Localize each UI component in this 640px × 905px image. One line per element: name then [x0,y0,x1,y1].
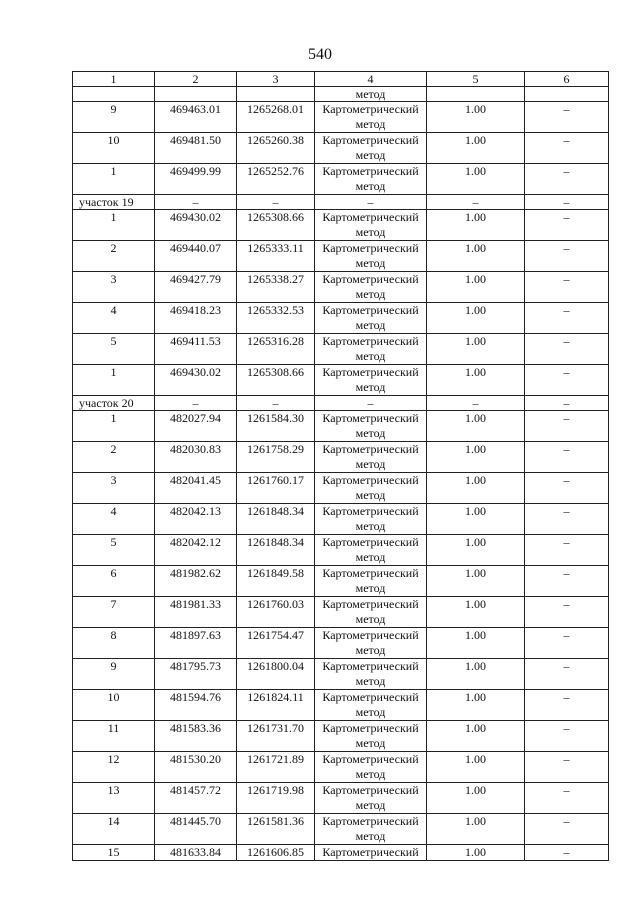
method-line-1: Картометрический [322,334,419,348]
dash-cell: – [525,814,609,845]
dash-cell: – [525,396,609,411]
dash-cell: – [155,195,237,210]
method-line-2: метод [355,117,386,131]
y-coordinate: 1261760.17 [237,473,315,504]
dash-cell: – [525,303,609,334]
x-coordinate: 481445.70 [155,814,237,845]
y-coordinate: 1265308.66 [237,365,315,396]
method-line-1: Картометрический [322,783,419,797]
table-row [73,690,609,721]
method-line-1: Картометрический [322,303,419,317]
method-cell [315,628,427,659]
method-cell [315,442,427,473]
accuracy-value: 1.00 [427,272,525,303]
y-coordinate: 1261760.03 [237,597,315,628]
x-coordinate: 481981.33 [155,597,237,628]
coordinates-table [72,71,609,861]
y-coordinate: 1261719.98 [237,783,315,814]
dash-cell: – [427,195,525,210]
dash-cell: – [525,659,609,690]
dash-cell: – [525,752,609,783]
table-row [73,597,609,628]
method-line-2: метод [355,581,386,595]
method-continuation: метод [315,87,427,102]
method-line-2: метод [355,380,386,394]
method-cell [315,133,427,164]
table-row [73,334,609,365]
table-row [73,845,609,861]
table-row [73,504,609,535]
accuracy-value: 1.00 [427,535,525,566]
x-coordinate: 482041.45 [155,473,237,504]
section-row [73,195,609,210]
method-line-2: метод [355,349,386,363]
table-row [73,783,609,814]
point-number: 7 [73,597,155,628]
x-coordinate: 481583.36 [155,721,237,752]
table-row [73,241,609,272]
x-coordinate: 481457.72 [155,783,237,814]
column-header: 4 [315,72,427,87]
y-coordinate: 1261800.04 [237,659,315,690]
page-number: 540 [308,46,332,63]
y-coordinate: 1265338.27 [237,272,315,303]
y-coordinate: 1261606.85 [237,845,315,861]
column-header: 1 [73,72,155,87]
accuracy-value: 1.00 [427,210,525,241]
x-coordinate: 482030.83 [155,442,237,473]
method-line-1: Картометрический [322,752,419,766]
dash-cell: – [427,396,525,411]
dash-cell: – [525,473,609,504]
method-cell [315,566,427,597]
column-header: 3 [237,72,315,87]
y-coordinate: 1265332.53 [237,303,315,334]
empty-cell [427,87,525,102]
x-coordinate: 481594.76 [155,690,237,721]
dash-cell: – [525,133,609,164]
method-line-1: Картометрический [322,164,419,178]
column-header: 2 [155,72,237,87]
table-row [73,365,609,396]
method-line-2: метод [355,318,386,332]
method-line-1: Картометрический [322,845,419,859]
point-number: 1 [73,365,155,396]
method-line-1: Картометрический [322,690,419,704]
x-coordinate: 469463.01 [155,102,237,133]
point-number: 3 [73,473,155,504]
section-label: участок 19 [73,195,155,210]
method-line-1: Картометрический [322,210,419,224]
dash-cell: – [315,396,427,411]
dash-cell: – [525,504,609,535]
method-cell [315,535,427,566]
x-coordinate: 482042.13 [155,504,237,535]
method-cell [315,303,427,334]
method-line-2: метод [355,674,386,688]
point-number: 10 [73,133,155,164]
accuracy-value: 1.00 [427,365,525,396]
method-line-2: метод [355,643,386,657]
dash-cell: – [525,845,609,861]
method-line-1: Картометрический [322,814,419,828]
method-cell [315,845,427,861]
table-row [73,210,609,241]
table-row [73,628,609,659]
method-line-2: метод [355,488,386,502]
method-cell [315,504,427,535]
method-line-1: Картометрический [322,133,419,147]
point-number: 13 [73,783,155,814]
method-line-2: метод [355,426,386,440]
y-coordinate: 1261849.58 [237,566,315,597]
method-line-1: Картометрический [322,659,419,673]
method-cell [315,721,427,752]
method-cell [315,164,427,195]
column-header: 5 [427,72,525,87]
x-coordinate: 469440.07 [155,241,237,272]
method-line-1: Картометрический [322,365,419,379]
method-cell [315,473,427,504]
x-coordinate: 481530.20 [155,752,237,783]
method-line-1: Картометрический [322,535,419,549]
x-coordinate: 482027.94 [155,411,237,442]
method-line-1: Картометрический [322,241,419,255]
dash-cell: – [525,535,609,566]
point-number: 1 [73,411,155,442]
empty-cell [237,87,315,102]
method-cell [315,272,427,303]
x-coordinate: 481982.62 [155,566,237,597]
empty-cell [525,87,609,102]
point-number: 5 [73,334,155,365]
method-line-2: метод [355,612,386,626]
accuracy-value: 1.00 [427,721,525,752]
method-line-2: метод [355,287,386,301]
point-number: 6 [73,566,155,597]
point-number: 14 [73,814,155,845]
method-line-1: Картометрический [322,504,419,518]
accuracy-value: 1.00 [427,102,525,133]
dash-cell: – [525,597,609,628]
dash-cell: – [525,102,609,133]
method-line-1: Картометрический [322,411,419,425]
accuracy-value: 1.00 [427,442,525,473]
y-coordinate: 1261758.29 [237,442,315,473]
method-cell [315,102,427,133]
table-row [73,442,609,473]
table-row [73,814,609,845]
method-line-1: Картометрический [322,597,419,611]
table-header-row [73,72,609,87]
empty-cell [73,87,155,102]
y-coordinate: 1261584.30 [237,411,315,442]
method-cell [315,210,427,241]
x-coordinate: 469418.23 [155,303,237,334]
accuracy-value: 1.00 [427,659,525,690]
accuracy-value: 1.00 [427,628,525,659]
point-number: 8 [73,628,155,659]
point-number: 11 [73,721,155,752]
y-coordinate: 1265316.28 [237,334,315,365]
dash-cell: – [525,566,609,597]
y-coordinate: 1261731.70 [237,721,315,752]
method-line-2: метод [355,767,386,781]
table-row [73,272,609,303]
y-coordinate: 1265268.01 [237,102,315,133]
table-row [73,473,609,504]
method-line-2: метод [355,256,386,270]
accuracy-value: 1.00 [427,783,525,814]
accuracy-value: 1.00 [427,752,525,783]
y-coordinate: 1261848.34 [237,504,315,535]
method-line-1: Картометрический [322,102,419,116]
dash-cell: – [525,272,609,303]
accuracy-value: 1.00 [427,597,525,628]
method-line-2: метод [355,457,386,471]
point-number: 5 [73,535,155,566]
point-number: 3 [73,272,155,303]
method-line-2: метод [355,705,386,719]
dash-cell: – [525,210,609,241]
method-line-1: Картометрический [322,442,419,456]
dash-cell: – [525,442,609,473]
method-line-2: метод [355,225,386,239]
point-number: 4 [73,303,155,334]
method-line-2: метод [355,519,386,533]
point-number: 4 [73,504,155,535]
y-coordinate: 1265252.76 [237,164,315,195]
dash-cell: – [525,365,609,396]
empty-cell [155,87,237,102]
dash-cell: – [525,164,609,195]
x-coordinate: 469427.79 [155,272,237,303]
method-line-1: Картометрический [322,473,419,487]
y-coordinate: 1261848.34 [237,535,315,566]
y-coordinate: 1261721.89 [237,752,315,783]
dash-cell: – [525,721,609,752]
method-cell [315,241,427,272]
dash-cell: – [237,396,315,411]
method-line-2: метод [355,179,386,193]
y-coordinate: 1261824.11 [237,690,315,721]
method-cell [315,783,427,814]
column-header: 6 [525,72,609,87]
accuracy-value: 1.00 [427,845,525,861]
method-line-2: метод [355,736,386,750]
point-number: 10 [73,690,155,721]
method-line-1: Картометрический [322,272,419,286]
table-row [73,721,609,752]
table-row [73,102,609,133]
accuracy-value: 1.00 [427,504,525,535]
method-line-1: Картометрический [322,628,419,642]
dash-cell: – [525,690,609,721]
point-number: 12 [73,752,155,783]
method-line-1: Картометрический [322,566,419,580]
dash-cell: – [525,628,609,659]
y-coordinate: 1265333.11 [237,241,315,272]
table-row [73,659,609,690]
y-coordinate: 1261754.47 [237,628,315,659]
table-row [73,133,609,164]
x-coordinate: 469499.99 [155,164,237,195]
dash-cell: – [315,195,427,210]
table-row [73,303,609,334]
accuracy-value: 1.00 [427,690,525,721]
x-coordinate: 481897.63 [155,628,237,659]
dash-cell: – [525,411,609,442]
dash-cell: – [155,396,237,411]
accuracy-value: 1.00 [427,566,525,597]
point-number: 2 [73,241,155,272]
table-row [73,566,609,597]
method-cell [315,752,427,783]
method-line-1: Картометрический [322,721,419,735]
accuracy-value: 1.00 [427,133,525,164]
table-row [73,164,609,195]
method-cell [315,659,427,690]
method-line-2: метод [355,550,386,564]
x-coordinate: 481795.73 [155,659,237,690]
x-coordinate: 481633.84 [155,845,237,861]
accuracy-value: 1.00 [427,303,525,334]
dash-cell: – [525,783,609,814]
x-coordinate: 469481.50 [155,133,237,164]
x-coordinate: 469411.53 [155,334,237,365]
method-cell [315,334,427,365]
method-cell [315,365,427,396]
x-coordinate: 469430.02 [155,210,237,241]
dash-cell: – [525,241,609,272]
method-cell [315,690,427,721]
table-row [73,535,609,566]
method-line-2: метод [355,829,386,843]
y-coordinate: 1261581.36 [237,814,315,845]
accuracy-value: 1.00 [427,164,525,195]
method-cell [315,411,427,442]
x-coordinate: 469430.02 [155,365,237,396]
y-coordinate: 1265260.38 [237,133,315,164]
accuracy-value: 1.00 [427,814,525,845]
dash-cell: – [525,195,609,210]
point-number: 15 [73,845,155,861]
table-row [73,752,609,783]
point-number: 2 [73,442,155,473]
table-row [73,411,609,442]
point-number: 1 [73,164,155,195]
point-number: 1 [73,210,155,241]
point-number: 9 [73,102,155,133]
accuracy-value: 1.00 [427,241,525,272]
x-coordinate: 482042.12 [155,535,237,566]
dash-cell: – [237,195,315,210]
method-line-2: метод [355,798,386,812]
method-line-2: метод [355,148,386,162]
method-cell [315,814,427,845]
dash-cell: – [525,334,609,365]
section-label: участок 20 [73,396,155,411]
section-row [73,396,609,411]
point-number: 9 [73,659,155,690]
y-coordinate: 1265308.66 [237,210,315,241]
accuracy-value: 1.00 [427,334,525,365]
accuracy-value: 1.00 [427,411,525,442]
continuation-row [73,87,609,102]
accuracy-value: 1.00 [427,473,525,504]
method-cell [315,597,427,628]
